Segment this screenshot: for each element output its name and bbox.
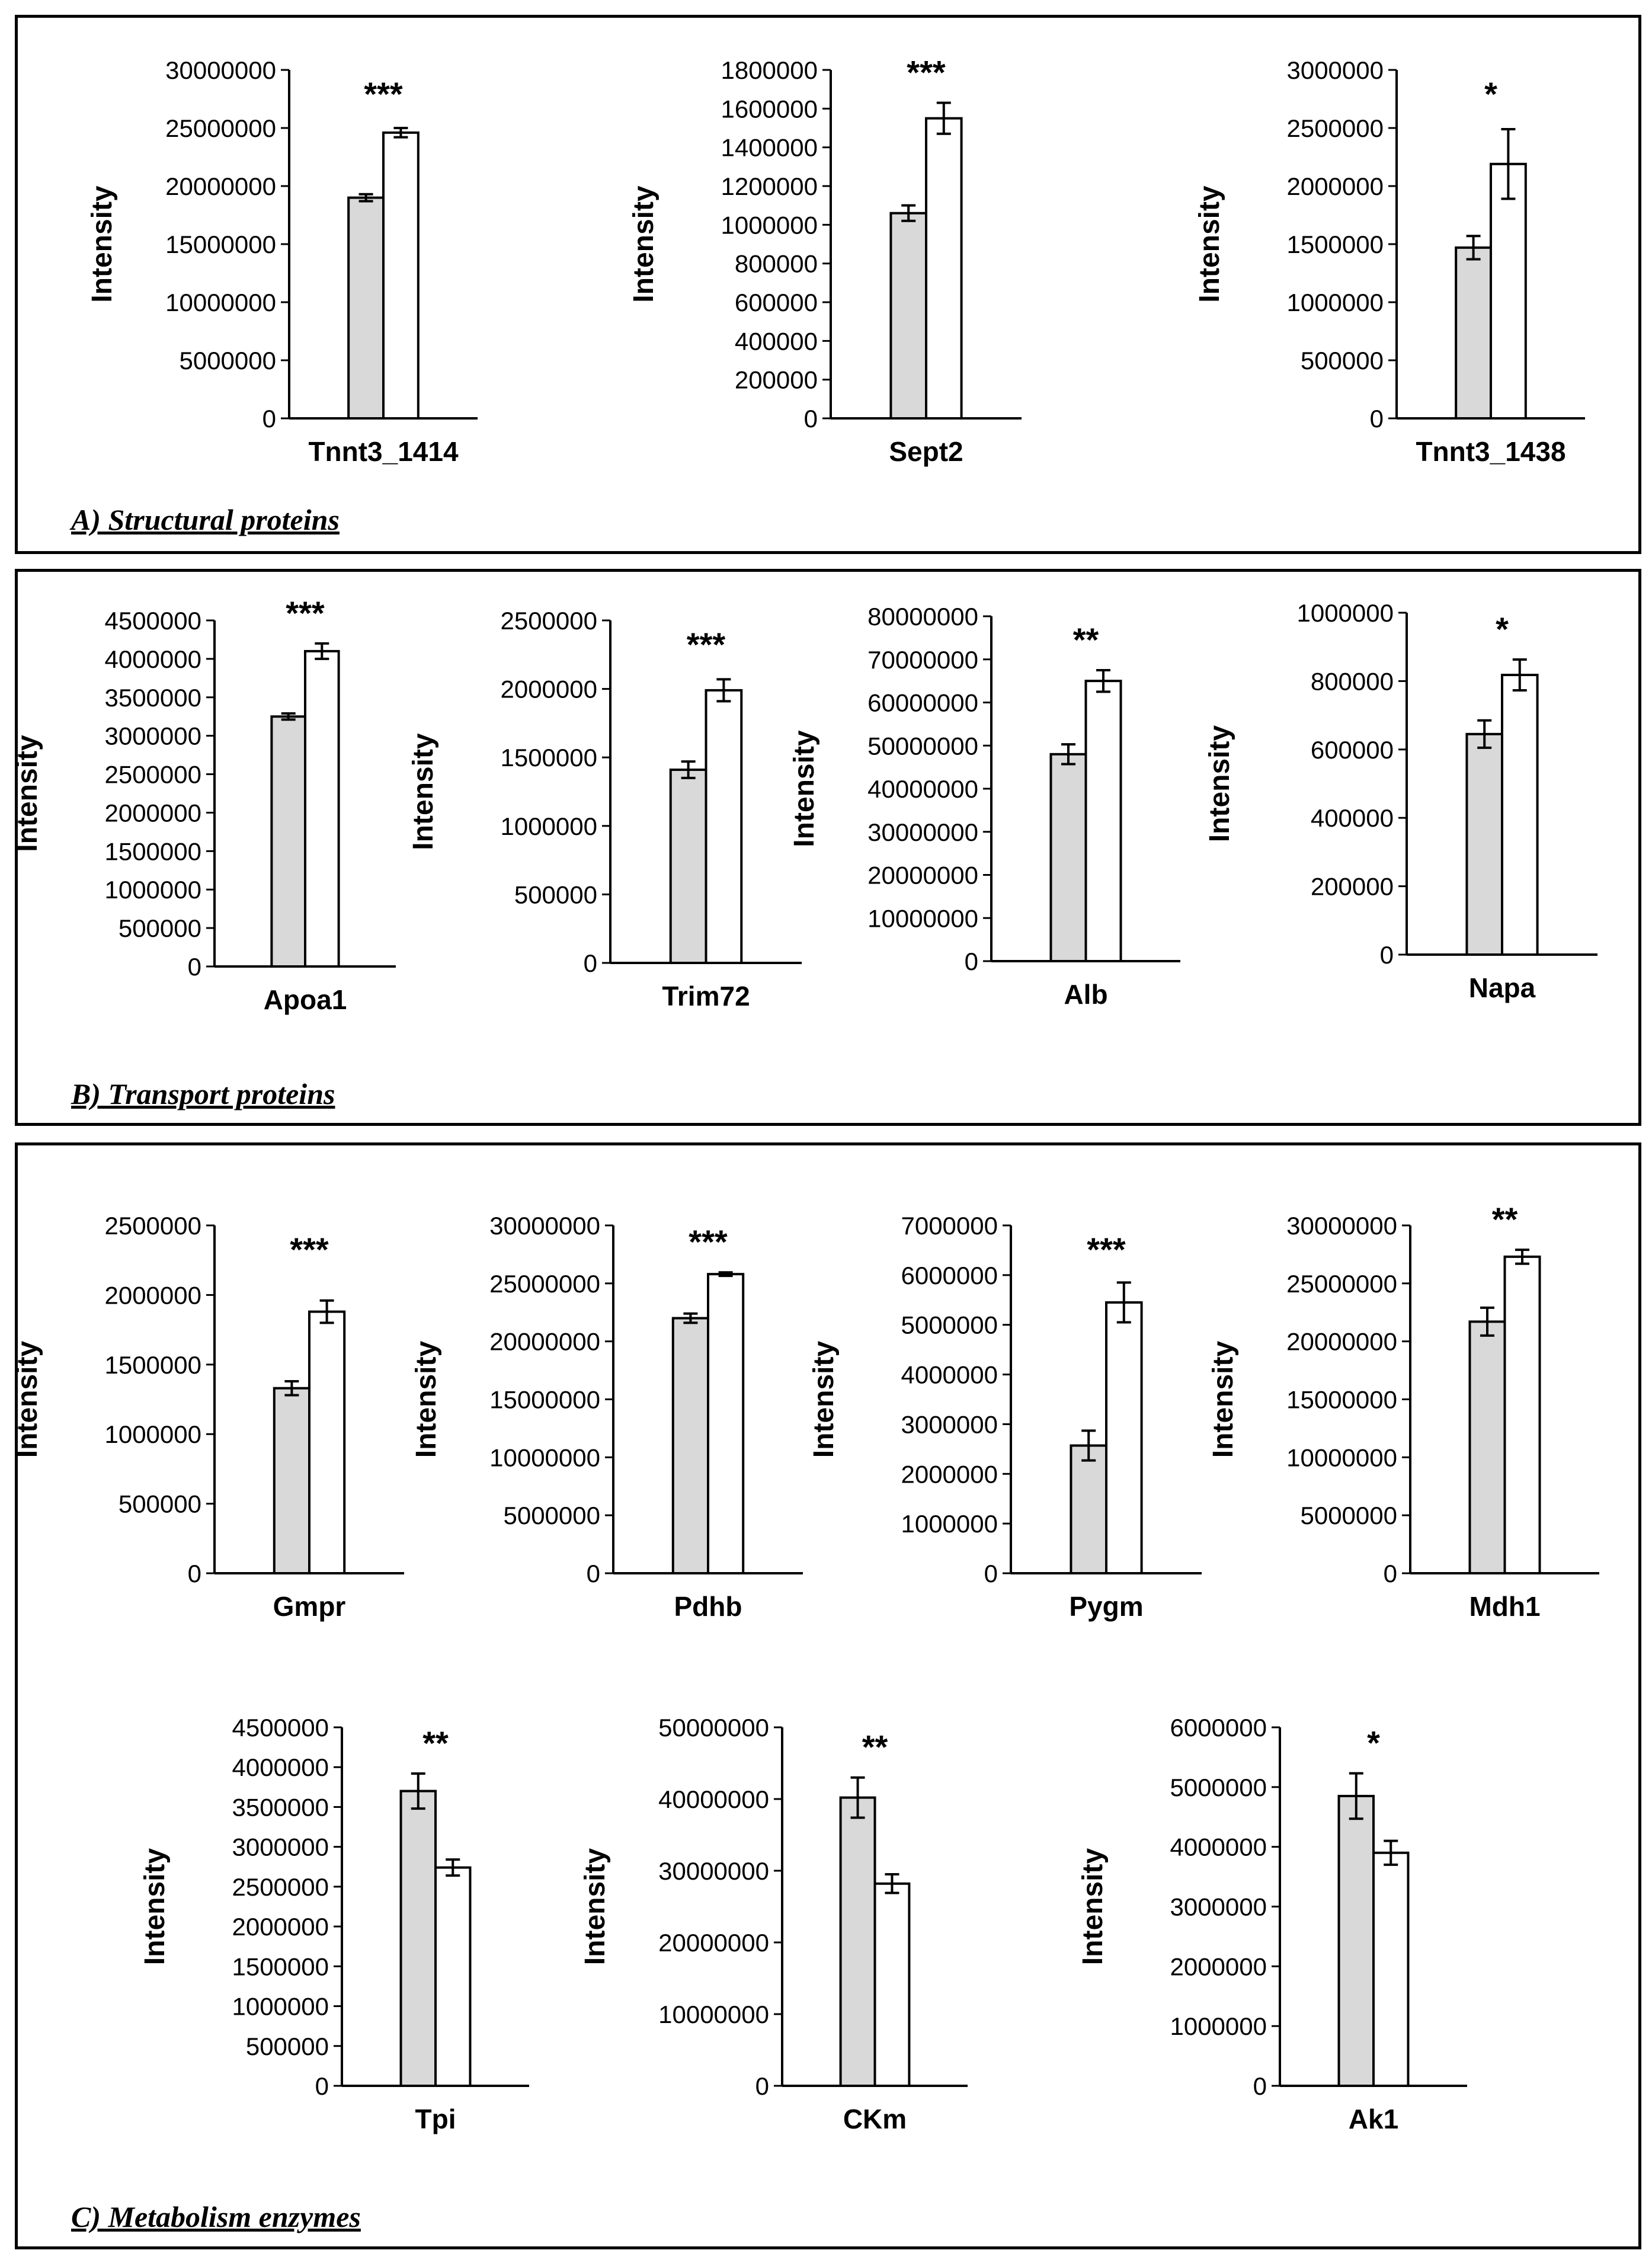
y-tick-label: 4500000 bbox=[104, 607, 201, 635]
bar-chart-sept2 bbox=[628, 54, 1022, 467]
y-tick-label: 25000000 bbox=[165, 114, 276, 142]
y-tick-label: 3000000 bbox=[901, 1410, 998, 1439]
bar-group-2 bbox=[926, 119, 962, 418]
y-tick-label: 5000000 bbox=[1170, 1773, 1267, 1801]
y-tick-label: 40000000 bbox=[658, 1785, 769, 1813]
significance-label: *** bbox=[907, 53, 946, 91]
y-axis-title: Intensity bbox=[1194, 185, 1225, 303]
bar-chart-pdhb bbox=[411, 1212, 803, 1622]
bar-chart-gmpr bbox=[12, 1212, 404, 1622]
y-axis-title: Intensity bbox=[12, 1340, 43, 1458]
x-category-label: Trim72 bbox=[662, 981, 750, 1012]
bar-group-1 bbox=[891, 213, 926, 418]
y-tick-label: 200000 bbox=[1310, 872, 1394, 901]
significance-label: ** bbox=[1491, 1201, 1518, 1238]
y-tick-label: 2000000 bbox=[500, 675, 597, 703]
y-axis-title: Intensity bbox=[1208, 1340, 1239, 1458]
y-tick-label: 2000000 bbox=[104, 1281, 201, 1310]
bar-chart-tnnt3-1438 bbox=[1194, 56, 1585, 467]
y-tick-label: 30000000 bbox=[867, 818, 978, 846]
y-tick-label: 3000000 bbox=[104, 722, 201, 750]
bar-group-1 bbox=[348, 198, 383, 418]
bar-chart-napa bbox=[1204, 599, 1597, 1003]
x-category-label: Alb bbox=[1064, 979, 1108, 1010]
bar-group-2 bbox=[1502, 675, 1538, 955]
bar-group-1 bbox=[1467, 734, 1502, 955]
bar-group-1 bbox=[841, 1798, 875, 2086]
y-tick-label: 3500000 bbox=[232, 1793, 329, 1822]
bar-group-2 bbox=[1106, 1302, 1142, 1573]
y-tick-label: 20000000 bbox=[867, 861, 978, 889]
y-tick-label: 15000000 bbox=[165, 231, 276, 258]
y-axis-title: Intensity bbox=[411, 1340, 442, 1458]
y-tick-label: 4500000 bbox=[232, 1714, 329, 1742]
y-tick-label: 1500000 bbox=[232, 1952, 329, 1981]
y-tick-label: 6000000 bbox=[901, 1261, 998, 1289]
y-tick-label: 30000000 bbox=[1286, 1212, 1397, 1240]
y-tick-label: 4000000 bbox=[901, 1361, 998, 1389]
bar-chart-alb bbox=[789, 603, 1180, 1010]
y-tick-label: 10000000 bbox=[1286, 1443, 1397, 1472]
bar-group-2 bbox=[875, 1884, 910, 2086]
x-category-label: CKm bbox=[843, 2104, 907, 2134]
x-category-label: Gmpr bbox=[273, 1591, 346, 1622]
y-tick-label: 1800000 bbox=[721, 56, 818, 84]
x-category-label: Tpi bbox=[415, 2104, 456, 2134]
y-axis-title: Intensity bbox=[1204, 725, 1235, 843]
y-tick-label: 7000000 bbox=[901, 1212, 998, 1240]
y-tick-label: 70000000 bbox=[867, 645, 978, 674]
y-tick-label: 0 bbox=[803, 405, 818, 433]
y-tick-label: 5000000 bbox=[901, 1311, 998, 1339]
y-axis-title: Intensity bbox=[408, 733, 439, 850]
y-tick-label: 0 bbox=[187, 953, 201, 981]
y-axis-title: Intensity bbox=[580, 1848, 611, 1966]
y-tick-label: 0 bbox=[1379, 941, 1394, 969]
significance-label: * bbox=[1484, 75, 1497, 113]
y-tick-label: 500000 bbox=[1300, 347, 1384, 375]
bar-group-2 bbox=[305, 651, 339, 966]
bar-chart-tpi bbox=[139, 1714, 529, 2134]
significance-label: *** bbox=[689, 1223, 728, 1261]
y-tick-label: 1000000 bbox=[232, 1992, 329, 2021]
y-tick-label: 1400000 bbox=[721, 133, 818, 162]
y-tick-label: 1000000 bbox=[1296, 599, 1394, 627]
y-tick-label: 60000000 bbox=[867, 689, 978, 717]
y-tick-label: 2000000 bbox=[1286, 172, 1384, 200]
y-tick-label: 50000000 bbox=[867, 732, 978, 760]
x-category-label: Tnnt3_1414 bbox=[308, 436, 459, 467]
y-tick-label: 20000000 bbox=[165, 172, 276, 200]
y-tick-label: 0 bbox=[586, 1560, 600, 1587]
bar-chart-ckm bbox=[580, 1714, 968, 2134]
y-tick-label: 20000000 bbox=[1286, 1327, 1397, 1356]
y-tick-label: 20000000 bbox=[489, 1327, 600, 1356]
bar-group-1 bbox=[673, 1318, 708, 1573]
y-tick-label: 800000 bbox=[1310, 667, 1394, 696]
x-category-label: Apoa1 bbox=[263, 984, 347, 1015]
bar-chart-trim72 bbox=[408, 607, 802, 1012]
y-tick-label: 400000 bbox=[1310, 804, 1394, 833]
y-tick-label: 0 bbox=[1253, 2072, 1267, 2100]
y-tick-label: 2500000 bbox=[232, 1873, 329, 1901]
y-tick-label: 4000000 bbox=[104, 645, 201, 673]
y-tick-label: 1500000 bbox=[104, 1350, 201, 1379]
y-tick-label: 30000000 bbox=[165, 56, 276, 84]
y-tick-label: 1000000 bbox=[1170, 2012, 1267, 2041]
x-category-label: Ak1 bbox=[1348, 2104, 1399, 2134]
significance-label: ** bbox=[1072, 620, 1099, 658]
panel-b-label: B) Transport proteins bbox=[71, 1077, 335, 1110]
bar-chart-apoa1 bbox=[12, 594, 396, 1015]
y-tick-label: 2500000 bbox=[500, 607, 597, 635]
y-axis-title: Intensity bbox=[87, 185, 118, 303]
bar-group-1 bbox=[1456, 248, 1491, 418]
bar-group-1 bbox=[1071, 1445, 1106, 1573]
y-axis-title: Intensity bbox=[628, 185, 659, 303]
y-tick-label: 6000000 bbox=[1170, 1714, 1267, 1742]
bar-group-1 bbox=[401, 1791, 436, 2086]
y-tick-label: 5000000 bbox=[1300, 1502, 1397, 1530]
y-axis-title: Intensity bbox=[808, 1340, 840, 1458]
x-category-label: Sept2 bbox=[889, 436, 963, 467]
bar-group-1 bbox=[1469, 1321, 1504, 1573]
bar-group-1 bbox=[1051, 754, 1086, 961]
y-tick-label: 40000000 bbox=[867, 775, 978, 803]
y-tick-label: 0 bbox=[187, 1560, 201, 1587]
y-tick-label: 25000000 bbox=[489, 1269, 600, 1298]
x-category-label: Pygm bbox=[1069, 1591, 1144, 1622]
y-tick-label: 600000 bbox=[1310, 735, 1394, 764]
y-tick-label: 1500000 bbox=[104, 837, 201, 866]
y-tick-label: 1000000 bbox=[500, 812, 597, 840]
y-tick-label: 1500000 bbox=[500, 744, 597, 772]
y-axis-title: Intensity bbox=[1077, 1848, 1109, 1966]
y-tick-label: 500000 bbox=[514, 881, 597, 909]
bar-group-2 bbox=[1374, 1853, 1408, 2086]
y-tick-label: 4000000 bbox=[1170, 1833, 1267, 1861]
x-category-label: Tnnt3_1438 bbox=[1416, 436, 1566, 467]
y-tick-label: 0 bbox=[315, 2072, 329, 2100]
bar-group-1 bbox=[671, 770, 706, 963]
y-tick-label: 0 bbox=[984, 1560, 998, 1587]
bar-group-2 bbox=[436, 1868, 470, 2086]
panel-a-label: A) Structural proteins bbox=[71, 503, 340, 536]
x-category-label: Mdh1 bbox=[1469, 1591, 1541, 1622]
y-tick-label: 1000000 bbox=[1286, 289, 1384, 316]
bar-group-1 bbox=[274, 1388, 309, 1573]
bar-group-2 bbox=[1505, 1257, 1540, 1573]
y-tick-label: 1200000 bbox=[721, 172, 818, 200]
x-category-label: Pdhb bbox=[674, 1591, 742, 1622]
y-tick-label: 0 bbox=[755, 2072, 769, 2100]
y-tick-label: 25000000 bbox=[1286, 1269, 1397, 1298]
y-tick-label: 20000000 bbox=[658, 1929, 769, 1957]
bar-chart-pygm bbox=[808, 1212, 1202, 1622]
y-tick-label: 2500000 bbox=[104, 760, 201, 789]
y-tick-label: 1000000 bbox=[721, 211, 818, 239]
y-tick-label: 500000 bbox=[118, 1490, 201, 1518]
bar-group-2 bbox=[1086, 681, 1121, 961]
significance-label: *** bbox=[364, 75, 403, 113]
y-tick-label: 10000000 bbox=[867, 904, 978, 933]
y-tick-label: 0 bbox=[1369, 405, 1384, 433]
y-tick-label: 1500000 bbox=[1286, 231, 1384, 258]
bar-group-2 bbox=[1491, 164, 1526, 418]
y-tick-label: 2000000 bbox=[104, 799, 201, 827]
y-tick-label: 3000000 bbox=[1286, 56, 1384, 84]
y-axis-title: Intensity bbox=[789, 730, 820, 847]
y-tick-label: 5000000 bbox=[503, 1502, 600, 1530]
significance-label: *** bbox=[1087, 1231, 1126, 1268]
y-tick-label: 3000000 bbox=[1170, 1893, 1267, 1921]
y-tick-label: 50000000 bbox=[658, 1714, 769, 1742]
bar-group-2 bbox=[708, 1274, 743, 1573]
significance-label: *** bbox=[290, 1231, 329, 1268]
significance-label: * bbox=[1367, 1724, 1380, 1762]
significance-label: *** bbox=[286, 594, 325, 632]
y-tick-label: 15000000 bbox=[489, 1385, 600, 1414]
y-tick-label: 3500000 bbox=[104, 683, 201, 712]
y-tick-label: 1000000 bbox=[104, 876, 201, 904]
y-tick-label: 2500000 bbox=[104, 1212, 201, 1240]
bar-group-1 bbox=[1339, 1796, 1374, 2086]
y-tick-label: 10000000 bbox=[165, 289, 276, 316]
y-tick-label: 80000000 bbox=[867, 603, 978, 630]
bar-chart-tnnt3-1414 bbox=[87, 56, 478, 467]
y-tick-label: 1000000 bbox=[901, 1510, 998, 1538]
y-tick-label: 15000000 bbox=[1286, 1385, 1397, 1414]
bar-group-2 bbox=[383, 133, 418, 418]
y-tick-label: 10000000 bbox=[658, 2000, 769, 2028]
y-tick-label: 4000000 bbox=[232, 1753, 329, 1782]
y-tick-label: 0 bbox=[964, 948, 978, 975]
x-category-label: Napa bbox=[1468, 972, 1536, 1003]
y-tick-label: 3000000 bbox=[232, 1833, 329, 1861]
bar-group-2 bbox=[309, 1312, 344, 1573]
y-tick-label: 10000000 bbox=[489, 1443, 600, 1472]
y-tick-label: 2500000 bbox=[1286, 114, 1384, 142]
bar-chart-ak1 bbox=[1077, 1714, 1467, 2134]
y-tick-label: 30000000 bbox=[658, 1857, 769, 1885]
y-axis-title: Intensity bbox=[139, 1848, 171, 1966]
y-axis-title: Intensity bbox=[12, 735, 43, 852]
y-tick-label: 1600000 bbox=[721, 95, 818, 123]
y-tick-label: 800000 bbox=[734, 249, 818, 278]
significance-label: * bbox=[1496, 610, 1509, 648]
y-tick-label: 1000000 bbox=[104, 1420, 201, 1449]
y-tick-label: 600000 bbox=[734, 289, 818, 316]
y-tick-label: 500000 bbox=[245, 2032, 329, 2060]
significance-label: ** bbox=[862, 1728, 888, 1766]
y-tick-label: 200000 bbox=[734, 366, 818, 394]
bar-chart-mdh1 bbox=[1208, 1201, 1599, 1622]
significance-label: ** bbox=[422, 1724, 449, 1762]
panel-c-label: C) Metabolism enzymes bbox=[71, 2200, 361, 2233]
y-tick-label: 30000000 bbox=[489, 1212, 600, 1240]
y-tick-label: 2000000 bbox=[1170, 1952, 1267, 1981]
bar-group-1 bbox=[271, 716, 305, 966]
y-tick-label: 2000000 bbox=[232, 1913, 329, 1941]
y-tick-label: 0 bbox=[262, 405, 276, 433]
y-tick-label: 2000000 bbox=[901, 1460, 998, 1489]
bar-group-2 bbox=[706, 690, 742, 963]
y-tick-label: 400000 bbox=[734, 327, 818, 356]
y-tick-label: 0 bbox=[1383, 1560, 1397, 1587]
y-tick-label: 0 bbox=[583, 949, 597, 977]
y-tick-label: 5000000 bbox=[179, 347, 276, 375]
y-tick-label: 500000 bbox=[118, 914, 201, 943]
significance-label: *** bbox=[686, 626, 726, 663]
